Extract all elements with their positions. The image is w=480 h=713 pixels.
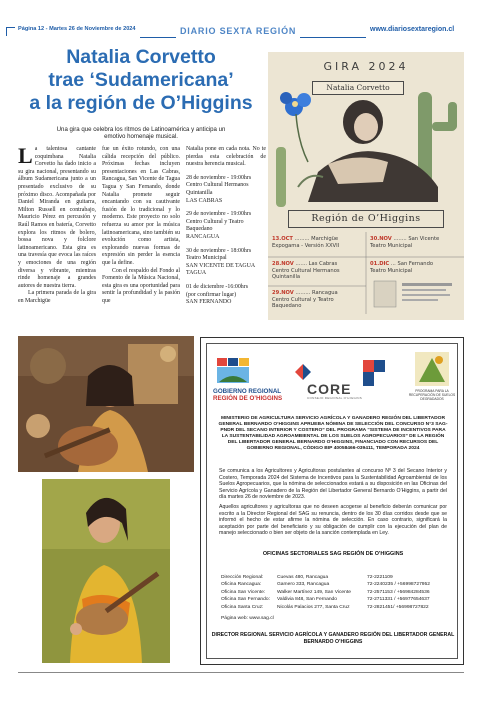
ad-paragraph-1: Se comunica a los Agricultores y Agricultoras postulantes al concurso Nº 3 del Secano Interior y Costero, Temporada 2024 del Sistema de Incentivos para la Sustentabilidad Agroambiental de los Suelos Agropecuarios, que la nómina de seleccionados estará a su disposición en las Oficinas del Servicio Agrícola y Ganadero de la Región del Libertador General Bernardo O’Higgins, a partir del día martes 26 de noviembre de 2023.	[219, 468, 447, 501]
schedule-venue: Centro Cultural y Teatro Baquedano	[186, 218, 244, 233]
poster-sponsor-logos	[372, 277, 458, 315]
office-phone: 72-2821451/ +56998727822	[367, 604, 429, 610]
ad-website[interactable]: Página web: www.sag.cl	[221, 616, 274, 621]
drop-cap: L	[18, 143, 33, 168]
poster-venue: Teatro Municipal	[370, 242, 413, 249]
headline-line-2: trae ‘Sudamericana’	[48, 69, 234, 91]
article-subhead: Una gira que celebra los ritmos de Latinoamérica y anticipa un emotivo homenaje musical.	[56, 126, 226, 141]
gobierno-regional-label: GOBIERNO REGIONAL	[213, 388, 282, 395]
bottom-rule	[18, 672, 464, 673]
office-phone: 72-2221109	[367, 575, 393, 580]
ad-heading: MINISTERIO DE AGRICULTURA SERVICIO AGRÍCOLA Y GANADERO REGIÓN DEL LIBERTADOR GENERAL BERNARDO O’HIGGINS APRUEBA NÓMINA DE SELECCIÓN DEL CONCURSO N°3 SAG-PNDR DEL SECANO INTERIOR Y COSTERO” DEL PROGRAMA “SISTEMA DE INCENTIVOS PARA LA SUSTENTABILIDAD AGROAMBIENTAL DE LOS SUELOS AGROPECUARIOS” DE LA REGIÓN DEL LIBERTADOR GENERAL BERNARDO O’HIGGINS, FINANCIADO CON RECURSOS DEL GOBIERNO REGIONAL, CÓDIGO BIP 40058466-039411, TEMPORADA 2024	[218, 416, 448, 452]
core-logo: CORE	[307, 381, 352, 397]
article-column-3	[186, 146, 266, 307]
page-info: Página 12 - Martes 26 de Noviembre de 2024	[18, 26, 136, 32]
poster-date: 29.NOV	[272, 290, 294, 296]
core-logo-sub: CONSEJO REGIONAL O’HIGGINS	[307, 396, 363, 400]
tour-poster	[268, 52, 464, 320]
column-3-intro: Natalia pone en cada nota. No te pierdas esta celebración de nuestra herencia musical.	[186, 146, 266, 168]
schedule-city: RANCAGUA	[186, 233, 220, 240]
office-name: Oficina Rancagua:	[221, 582, 262, 588]
poster-place: Rancagua	[311, 290, 338, 296]
office-row	[221, 596, 451, 603]
office-phone: 72-2240235 / +56998727952	[367, 582, 430, 588]
poster-venue: Centro Cultural y Teatro Baquedano	[272, 296, 334, 310]
schedule-city: SAN VICENTE DE TAGUA TAGUA	[186, 262, 255, 277]
photo-illustration-1	[18, 336, 194, 472]
website-link[interactable]: www.diariosextaregion.cl	[370, 26, 455, 33]
schedule-city: SAN FERNANDO	[186, 299, 232, 306]
office-address: Valdivia 848, San Fernando	[277, 597, 337, 603]
poster-date: 13.OCT	[272, 236, 293, 242]
poster-date: 30.NOV	[370, 236, 392, 242]
region-label: REGIÓN DE O’HIGGINS	[213, 394, 283, 402]
corner-mark	[6, 27, 15, 36]
poster-date-entry: 13.OCT ......... Marchigüe Expogama - Versión XXVII	[272, 236, 340, 249]
poster-date-entry: 28.NOV ....... Las Cabras Centro Cultural Hermanos Quintanilla	[272, 261, 340, 281]
headline-line-3: a la región de O’Higgins	[29, 92, 253, 114]
office-name: Oficina San Vicente:	[221, 589, 266, 595]
artist-photo-guitar	[18, 336, 194, 472]
office-row	[221, 589, 451, 596]
office-address: Cuevas 480, Rancagua	[277, 575, 329, 580]
column-1-text: a talentosa cantante coquimbana Natalia Corvetto ha dado inicio a su gira nacional, presentando su álbum Sudamericana junto a un presentado exclusivo de su próximo disco. Acompañada por Daniel Miranda en guitarra, Milton Russell en contrabajo, Mauricio Pérez en percusión y Raúl Ramos en batería, Corvetto explora los ritmos de bolero, bossa nova y folclore latinoamericano. Esta gira es una travesía que evoca las raíces y emociones de una región diversa y vibrante, mientras rinde homenaje a grandes autores de nuestra tierra.	[18, 146, 96, 289]
sag-notice-ad	[200, 337, 464, 665]
column-1-text-2: La primera parada de la gira en Marchigüe	[18, 290, 96, 304]
photo-illustration-2	[42, 479, 170, 663]
office-row	[221, 581, 451, 588]
poster-place: Marchigüe	[311, 236, 339, 242]
poster-artist: Natalia Corvetto	[312, 81, 404, 95]
artist-photo-portrait	[42, 479, 170, 663]
schedule-time: 29 de noviembre - 19:00hrs	[186, 211, 252, 218]
headline-line-1: Natalia Corvetto	[66, 46, 216, 68]
article-column-1	[18, 143, 96, 305]
ad-paragraph-2: Aquellos agricultores y agricultoras que no deseen acogerse al beneficio deberán comunicar por escrito a la Director Regional del SAG su renuncia, dentro de los 30 días corridos desde que se informó el hecho de estar afirme la nómina de selección. En caso contrario, significará la aceptación por parte del beneficiario y su obligación de cumplir con la ejecución del plan de manejo seleccionado o bien ser objeto de la sanción contemplada en Ley.	[219, 504, 447, 537]
office-phone: 72-2571153 / +56984284536	[367, 589, 430, 595]
header-rule-right	[300, 37, 366, 38]
schedule-time: 01 de diciembre -16:00hrs	[186, 283, 248, 290]
office-name: Dirección Regional:	[221, 575, 264, 580]
poster-date-entry: 29.NOV ......... Rancagua Centro Cultural y Teatro Baquedano	[272, 290, 338, 310]
schedule-time: 30 de noviembre - 18:00hrs	[186, 247, 252, 254]
header-rule-left	[140, 37, 176, 38]
schedule-item	[186, 284, 266, 307]
page-header	[0, 0, 480, 34]
schedule-item	[186, 248, 266, 278]
poster-date-entry: 01.DIC ... San Fernando Teatro Municipal	[370, 261, 434, 274]
poster-date: 28.NOV	[272, 261, 294, 267]
schedule-city: LAS CABRAS	[186, 197, 223, 204]
office-row	[221, 574, 451, 581]
programa-logo: PROGRAMA PARA LA RECUPERACIÓN DE SUELOS DEGRADADOS	[408, 389, 456, 401]
poster-place: San Fernando	[397, 261, 434, 267]
poster-region: Región de O’Higgins	[288, 210, 444, 228]
office-phone: 72-2711331 / +56977654637	[367, 597, 430, 603]
schedule-venue: Centro Cultural Hermanos Quintanilla	[186, 182, 249, 196]
ad-inner-frame	[206, 343, 458, 659]
schedule-item	[186, 175, 266, 205]
ad-footer-signature: DIRECTOR REGIONAL SERVICIO AGRÍCOLA Y GANADERO REGIÓN DEL LIBERTADOR GENERAL BERNARDO O’HIGGINS	[211, 632, 455, 645]
poster-date-entry: 30.NOV ........ San Vicente Teatro Municipal	[370, 236, 440, 249]
office-name: Oficina Santa Cruz:	[221, 604, 264, 610]
office-address: Gamero 333, Rancagua	[277, 582, 330, 588]
offices-title: OFICINAS SECTORIALES SAG REGIÓN DE O’HIGGINS	[262, 551, 404, 557]
poster-place: San Vicente	[408, 236, 440, 242]
office-address: Nicolás Palacios 277, Santa Cruz	[277, 604, 350, 610]
poster-place: Las Cabras	[308, 261, 338, 267]
column-2-text-2: Con el respaldo del Fondo al Fomento de la Música Nacional, esta gira es una oportunidad para sentir la profundidad y la pasión que	[102, 267, 180, 304]
office-row	[221, 604, 451, 611]
schedule-venue: (por confirmar lugar)	[186, 291, 237, 298]
gobierno-regional-logo	[213, 389, 282, 402]
poster-date: 01.DIC	[370, 261, 390, 267]
article-column-2	[102, 146, 180, 305]
office-name: Oficina San Fernando:	[221, 597, 270, 603]
schedule-venue: Teatro Municipal	[186, 255, 227, 262]
publication-name: DIARIO SEXTA REGIÓN	[180, 26, 297, 36]
schedule-item	[186, 211, 266, 241]
ad-logo-strip	[207, 344, 459, 408]
poster-venue: Expogama - Versión XXVII	[272, 242, 340, 249]
poster-title: GIRA 2024	[323, 60, 409, 73]
poster-venue: Centro Cultural Hermanos Quintanilla	[272, 267, 340, 281]
schedule-time: 28 de noviembre - 19:00hrs	[186, 174, 252, 181]
offices-table	[221, 574, 451, 611]
column-2-text: fue un éxito rotundo, con una cálida recepción del público. Próximas fechas incluyen presentaciones en Las Cabras, Rancagua, San Vicente de Tagua Tagua y San Fernando, donde Natalia promete seguir encantando con su cautivante fusión de lo tradicional y lo moderno. Este proyecto no solo refuerza su amor por la música latinoamericana, sino también su evolución como artista, explorando nuevas formas de expresión sin perder la esencia que la define.	[102, 146, 180, 266]
poster-venue: Teatro Municipal	[370, 267, 413, 274]
article-headline	[18, 46, 264, 115]
office-address: Walker Martínez 149, San Vicente	[277, 589, 351, 595]
